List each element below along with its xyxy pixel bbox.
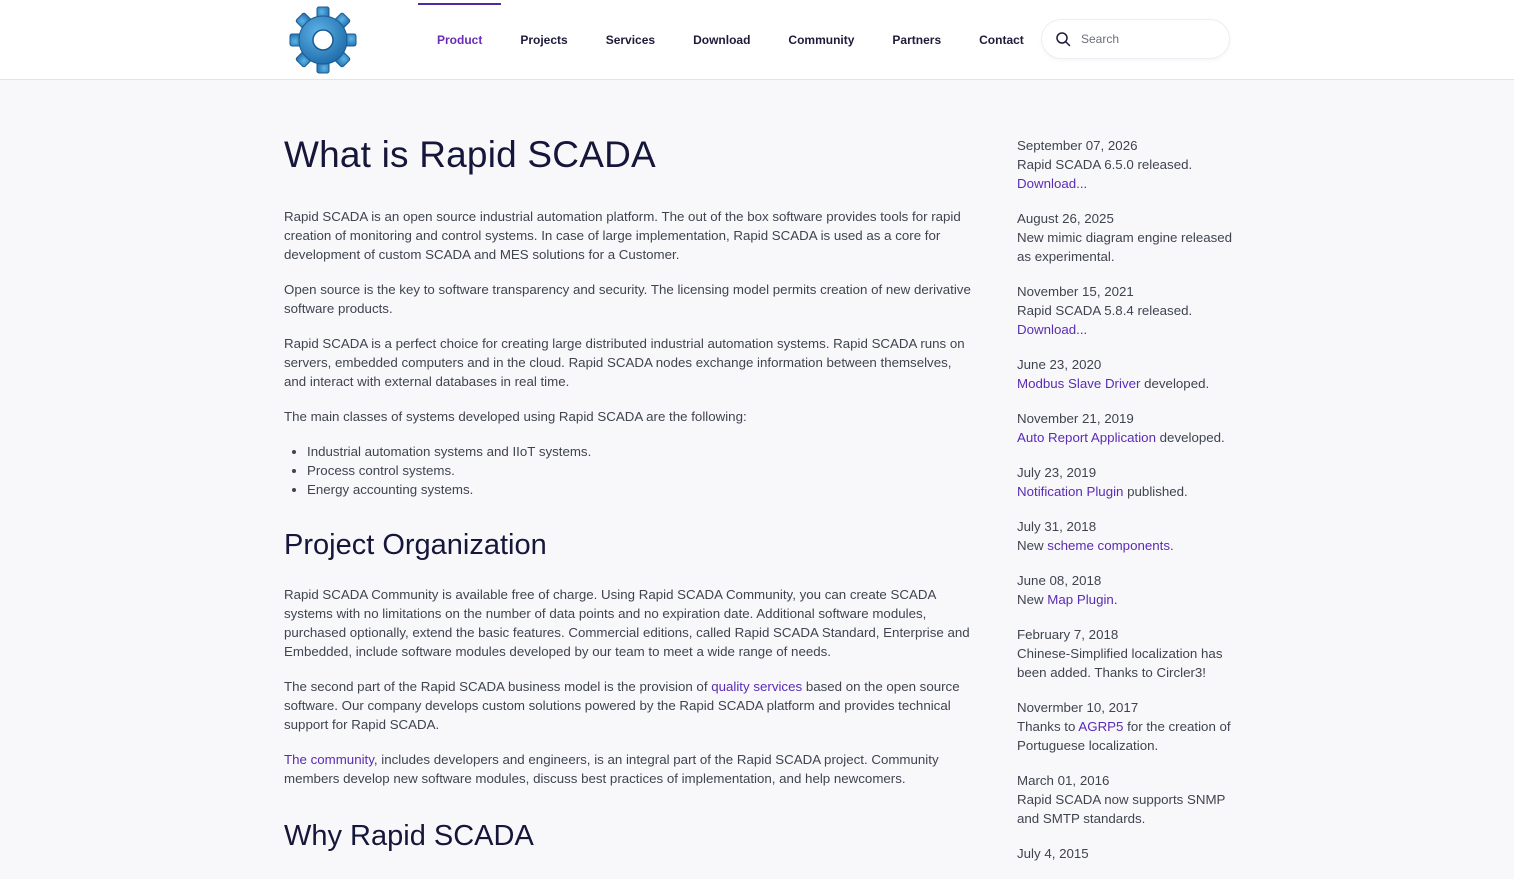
intro-paragraph-4: The main classes of systems developed using Rapid SCADA are the following: — [284, 409, 747, 424]
news-item — [1017, 571, 1237, 609]
news-date: February 7, 2018 — [1017, 627, 1119, 642]
nav-services[interactable]: Services — [605, 32, 656, 47]
news-text: Rapid SCADA 6.5.0 released. — [1017, 157, 1193, 172]
news-link[interactable]: AGRP5 — [1078, 719, 1124, 734]
news-date: September 07, 2026 — [1017, 138, 1138, 153]
gear-logo-icon[interactable] — [289, 5, 359, 75]
org-paragraph-3 — [284, 750, 976, 788]
news-item — [1017, 355, 1237, 393]
news-date: March 01, 2016 — [1017, 773, 1110, 788]
news-date: August 26, 2025 — [1017, 211, 1114, 226]
community-link[interactable]: The community — [284, 752, 374, 767]
intro-paragraph-3: Rapid SCADA is a perfect choice for creating large distributed industrial automation systems. Rapid SCADA runs on servers, embedded computers and in the cloud. Rapid SCADA nodes exchange information between themselves, and interact with external databases in real time. — [284, 336, 965, 389]
news-text — [1017, 590, 1237, 609]
org-paragraph-2 — [284, 677, 976, 734]
list-item: • Process control systems. — [307, 461, 976, 480]
news-text-before: New — [1017, 592, 1048, 607]
nav-projects[interactable]: Projects — [520, 32, 568, 47]
news-text-after: developed. — [1155, 430, 1225, 445]
news-item — [1017, 698, 1237, 755]
nav-community[interactable]: Community — [788, 32, 855, 47]
news-link[interactable]: scheme components — [1047, 538, 1170, 553]
news-text: New mimic diagram engine released as experimental. — [1017, 230, 1233, 264]
search-icon[interactable] — [1055, 31, 1071, 47]
news-text-after: for the creation of Portuguese localization. — [1017, 719, 1231, 753]
intro-paragraph-2: Open source is the key to software transparency and security. The licensing model permits creation of new derivative software products. — [284, 282, 971, 316]
news-date: July 23, 2019 — [1017, 465, 1097, 480]
news-text-after: . — [1170, 538, 1174, 553]
news-item — [1017, 136, 1237, 193]
system-classes-list — [284, 442, 976, 499]
news-item — [1017, 625, 1237, 682]
news-download-link[interactable]: Download... — [1017, 322, 1088, 337]
news-date: Novermber 10, 2017 — [1017, 700, 1139, 715]
news-sidebar — [1017, 136, 1237, 879]
news-text — [1017, 536, 1237, 555]
news-date: July 31, 2018 — [1017, 519, 1097, 534]
news-date: June 23, 2020 — [1017, 357, 1102, 372]
news-link[interactable]: Modbus Slave Driver — [1017, 376, 1141, 391]
news-text — [1017, 717, 1237, 755]
news-text — [1017, 428, 1237, 447]
news-text-after: . — [1113, 592, 1118, 607]
news-text: Rapid SCADA now supports SNMP and SMTP standards. — [1017, 792, 1226, 826]
news-date: June 08, 2018 — [1017, 573, 1102, 588]
search-input[interactable] — [1079, 31, 1223, 47]
news-text — [1017, 482, 1237, 501]
news-link[interactable]: Auto Report Application — [1017, 430, 1156, 445]
news-item — [1017, 517, 1237, 555]
news-download-link[interactable]: Download... — [1017, 176, 1088, 191]
section-title-project-organization: Project Organization — [284, 529, 547, 561]
list-item: • Energy accounting systems. — [307, 480, 976, 499]
news-date: July 4, 2015 — [1017, 846, 1089, 861]
news-text-after: developed. — [1140, 376, 1210, 391]
news-item — [1017, 844, 1237, 863]
section-title-why-rapid-scada: Why Rapid SCADA — [284, 820, 534, 852]
nav-download[interactable]: Download — [693, 32, 751, 47]
news-link[interactable]: Map Plugin — [1047, 592, 1114, 607]
news-text — [1017, 374, 1237, 393]
news-item — [1017, 771, 1237, 828]
news-item — [1017, 409, 1237, 447]
org-p2-text-before: The second part of the Rapid SCADA business model is the provision of — [284, 679, 712, 694]
news-text-after: published. — [1123, 484, 1188, 499]
search-box[interactable] — [1042, 20, 1229, 58]
news-link[interactable]: Notification Plugin — [1017, 484, 1124, 499]
news-item — [1017, 209, 1237, 266]
news-item — [1017, 463, 1237, 501]
main-nav — [418, 0, 1043, 79]
main-content — [284, 130, 976, 856]
list-item: • Industrial automation systems and IIoT systems. — [307, 442, 976, 461]
page-title: What is Rapid SCADA — [284, 134, 656, 175]
org-p2-text-after: based on the open source software. Our company develops custom solutions powered by the Rapid SCADA platform and provides technical support for Rapid SCADA. — [284, 679, 960, 732]
news-date: November 15, 2021 — [1017, 284, 1134, 299]
org-paragraph-1: Rapid SCADA Community is available free of charge. Using Rapid SCADA Community, you can create SCADA systems with no limitations on the number of data points and no expiration date. Additional software modules, purchased optionally, extend the basic features. Commercial editions, called Rapid SCADA Standard, Enterprise and Embedded, include software modules developed by our team to meet a wide range of needs. — [284, 587, 970, 659]
news-text-before: Thanks to — [1017, 719, 1079, 734]
nav-contact[interactable]: Contact — [979, 32, 1024, 47]
news-text-before: New — [1017, 538, 1048, 553]
intro-paragraph-1: Rapid SCADA is an open source industrial automation platform. The out of the box software provides tools for rapid creation of monitoring and control systems. In case of large implementation, Rapid SCADA is used as a core for development of custom SCADA and MES solutions for a Customer. — [284, 209, 961, 262]
news-date: November 21, 2019 — [1017, 411, 1134, 426]
org-p3-text-after: , includes developers and engineers, is an integral part of the Rapid SCADA project. Community members develop new software modules, discuss best practices of implementation, and help newcomers. — [284, 752, 939, 786]
nav-product[interactable]: Product — [418, 0, 501, 79]
news-text: Chinese-Simplified localization has been added. Thanks to Circler3! — [1017, 646, 1223, 680]
news-text: Rapid SCADA 5.8.4 released. — [1017, 303, 1193, 318]
nav-partners[interactable]: Partners — [892, 32, 942, 47]
news-item — [1017, 282, 1237, 339]
top-navigation-bar — [0, 0, 1514, 80]
quality-services-link[interactable]: quality services — [711, 679, 803, 694]
